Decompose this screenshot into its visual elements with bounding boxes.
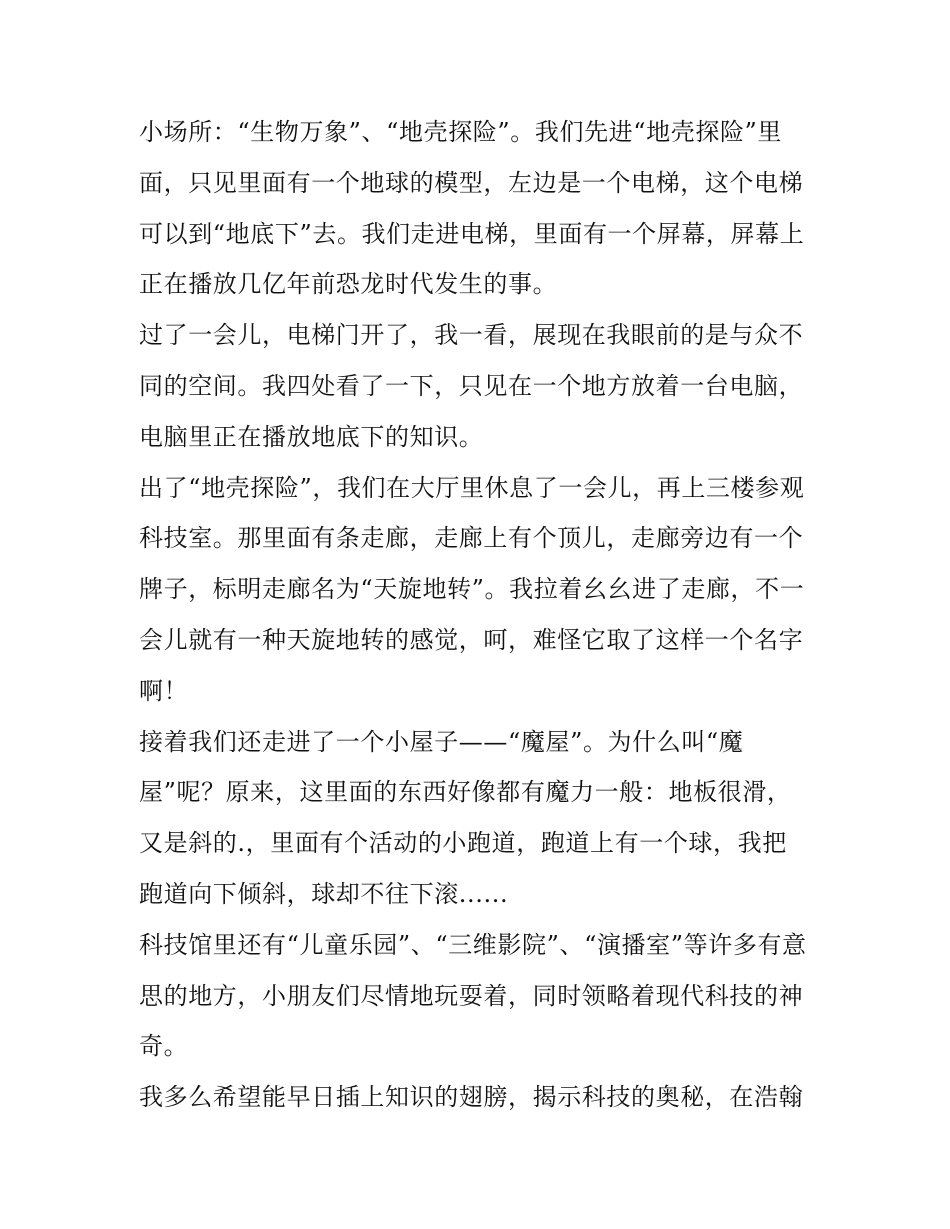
- text-line: 同的空间。我四处看了一下，只见在一个地方放着一台电脑，: [139, 371, 804, 400]
- text-line: 又是斜的.，里面有个活动的小跑道，跑道上有一个球，我把: [139, 829, 787, 858]
- text-line: 过了一会儿，电梯门开了，我一看，展现在我眼前的是与众不: [139, 321, 804, 350]
- text-line: 科技馆里还有“儿童乐园”、“三维影院”、“演播室”等许多有意: [139, 930, 807, 959]
- text-line: 面，只见里面有一个地球的模型，左边是一个电梯，这个电梯: [139, 168, 804, 197]
- text-line: 屋”呢？原来，这里面的东西好像都有魔力一般：地板很滑，: [139, 778, 792, 807]
- text-line: 牌子，标明走廊名为“天旋地转”。我拉着幺幺进了走廊，不一: [139, 575, 805, 604]
- text-line: 电脑里正在播放地底下的知识。: [139, 422, 484, 451]
- text-line: 可以到“地底下”去。我们走进电梯，里面有一个屏幕，屏幕上: [139, 219, 805, 248]
- text-line: 小场所：“生物万象”、“地壳探险”。我们先进“地壳探险”里: [139, 118, 783, 146]
- text-line: 奇。: [139, 1032, 189, 1061]
- text-line: 会儿就有一种天旋地转的感觉，呵，难怪它取了这样一个名字: [139, 625, 804, 654]
- text-line: 啊！: [139, 676, 189, 705]
- text-line: 科技室。那里面有条走廊，走廊上有个顶儿，走廊旁边有一个: [139, 524, 804, 553]
- text-line: 接着我们还走进了一个小屋子——“魔屋”。为什么叫“魔: [139, 727, 744, 756]
- text-line: 我多么希望能早日插上知识的翅膀，揭示科技的奥秘，在浩翰: [139, 1083, 804, 1112]
- text-line: 出了“地壳探险”，我们在大厅里休息了一会儿，再上三楼参观: [139, 473, 805, 502]
- text-line: 跑道向下倾斜，球却不往下滚......: [139, 879, 509, 908]
- essay-body: [139, 107, 819, 1123]
- text-line: 思的地方，小朋友们尽情地玩耍着，同时领略着现代科技的神: [139, 981, 804, 1010]
- text-line: 正在播放几亿年前恐龙时代发生的事。: [139, 270, 558, 299]
